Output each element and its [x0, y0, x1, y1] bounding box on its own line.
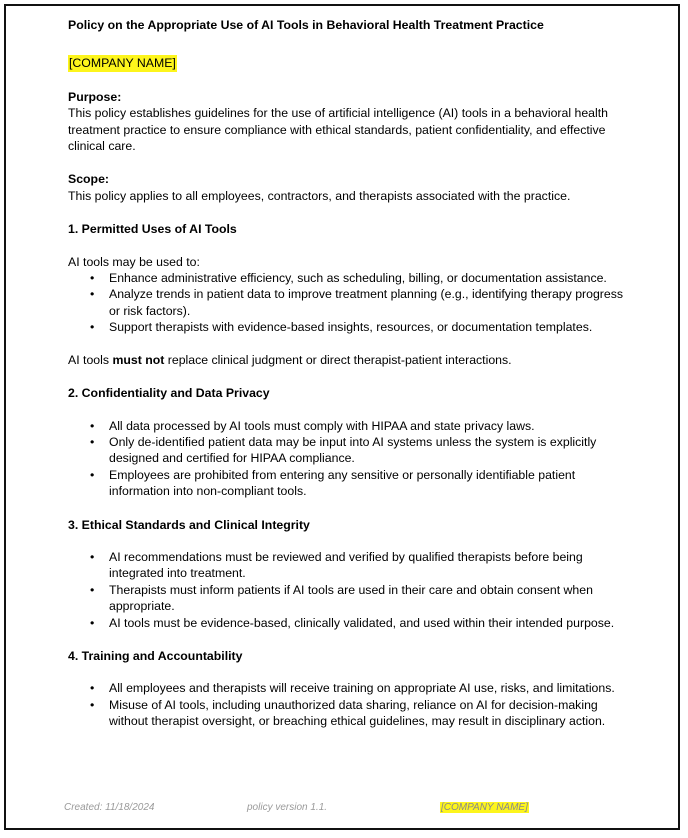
section-1-heading: 1. Permitted Uses of AI Tools [68, 222, 237, 237]
document-page [4, 4, 680, 830]
bullet-icon: • [90, 271, 95, 286]
section-2-heading: 2. Confidentiality and Data Privacy [68, 386, 270, 401]
section-1-intro: AI tools may be used to: [68, 254, 200, 269]
bullet-icon: • [90, 434, 95, 449]
bullet-icon: • [90, 467, 95, 482]
bullet-icon: • [90, 582, 95, 597]
list-item: • All data processed by AI tools must comply with HIPAA and state privacy laws. [90, 418, 535, 433]
section-1-note: AI tools must not replace clinical judgment or direct therapist-patient interactions. [68, 352, 512, 367]
section-1-list [68, 270, 628, 336]
scope-heading: Scope: [68, 172, 109, 187]
list-item: • Misuse of AI tools, including unauthorized data sharing, reliance on AI for decision-making without therapist oversight, or breaching ethical guidelines, may result in disciplinary action. [90, 697, 606, 729]
list-item: • All employees and therapists will receive training on appropriate AI use, risks, and limitations. [90, 681, 615, 696]
section-2-list [68, 418, 628, 500]
footer-company [440, 802, 529, 813]
company-name-line [68, 55, 628, 71]
list-item: • AI tools must be evidence-based, clinically validated, and used within their intended purpose. [90, 615, 615, 630]
footer-created-date: Created: 11/18/2024 [64, 802, 155, 813]
bullet-icon: • [90, 681, 95, 696]
bullet-icon: • [90, 549, 95, 564]
document-title: Policy on the Appropriate Use of AI Tools in Behavioral Health Treatment Practice [68, 18, 544, 32]
bullet-icon: • [90, 697, 95, 712]
purpose-text: This policy establishes guidelines for the use of artificial intelligence (AI) tools in a behavioral health treatment practice to ensure compliance with ethical standards, patient confidentiality, and effective clinical care. [68, 106, 608, 154]
must-not-emphasis: must not [112, 352, 165, 367]
list-item: • Employees are prohibited from entering any sensitive or personally identifiable patient information into non-compliant tools. [90, 467, 576, 499]
company-name-placeholder: [COMPANY NAME] [69, 56, 176, 71]
bullet-icon: • [90, 418, 95, 433]
bullet-icon: • [90, 320, 95, 335]
list-item: • AI recommendations must be reviewed and verified by qualified therapists before being integrated into treatment. [90, 549, 583, 581]
list-item: • Analyze trends in patient data to improve treatment planning (e.g., identifying therapy progress or risk factors). [90, 287, 624, 318]
bullet-icon: • [90, 287, 95, 302]
bullet-icon: • [90, 615, 95, 630]
list-item: • Enhance administrative efficiency, such as scheduling, billing, or documentation assistance. [90, 271, 607, 286]
list-item: • Only de-identified patient data may be input into AI systems unless the system is explicitly designed and certified for HIPAA compliance. [90, 434, 597, 466]
section-3-heading: 3. Ethical Standards and Clinical Integrity [68, 517, 310, 532]
list-item: • Support therapists with evidence-based insights, resources, or documentation templates. [90, 320, 593, 335]
purpose-heading: Purpose: [68, 89, 122, 104]
section-4-heading: 4. Training and Accountability [68, 648, 243, 663]
footer-policy-version: policy version 1.1. [247, 802, 328, 813]
scope-text: This policy applies to all employees, contractors, and therapists associated with the practice. [68, 188, 571, 203]
footer-company-placeholder: [COMPANY NAME] [441, 802, 528, 813]
section-4-list [68, 680, 628, 729]
document-body [68, 17, 628, 730]
list-item: • Therapists must inform patients if AI tools are used in their care and obtain consent when appropriate. [90, 582, 593, 614]
section-3-list [68, 549, 628, 631]
